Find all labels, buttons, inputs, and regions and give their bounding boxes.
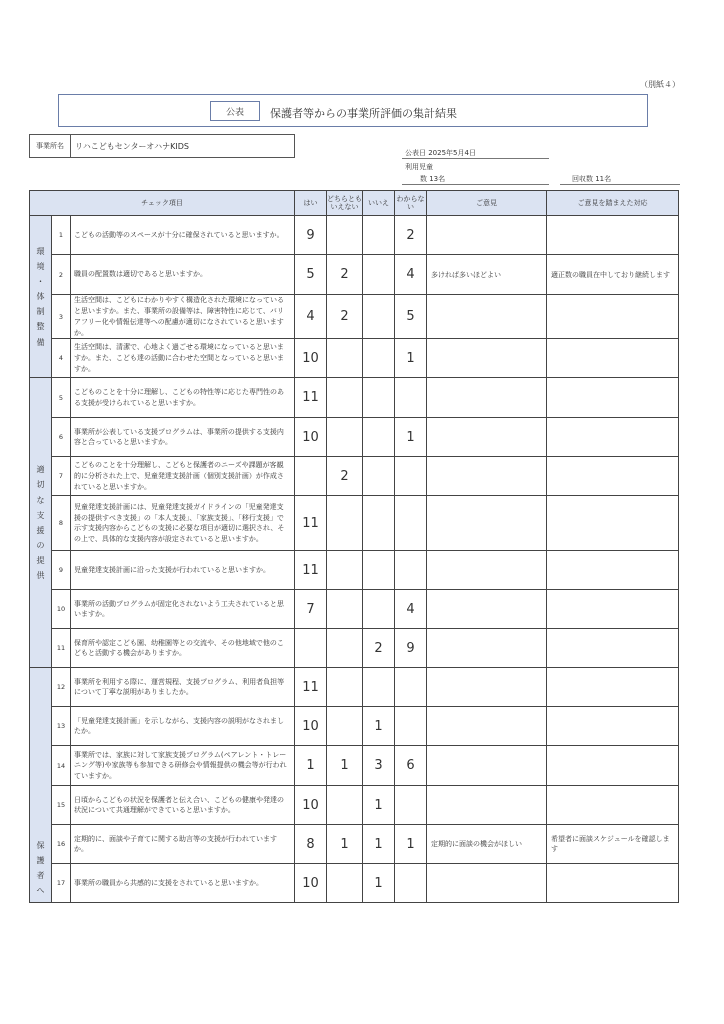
count-unknown [395,496,427,551]
count-no: 1 [363,864,395,903]
question-text: 保育所や認定こども園、幼稚園等との交流や、その他地域で他のこどもと活動する機会がありますか。 [71,629,295,668]
opinion-text: 多ければ多いほどよい [427,255,547,295]
count-neither: 1 [327,746,363,786]
header-row [30,191,679,216]
question-text: 事業所が公表している支援プログラムは、事業所の提供する支援内容と合っていると思いますか。 [71,418,295,457]
count-no: 1 [363,786,395,825]
count-yes: 10 [295,864,327,903]
count-unknown: 4 [395,255,427,295]
count-neither [327,378,363,418]
count-yes: 10 [295,339,327,378]
opinion-text [427,590,547,629]
question-text: 職員の配置数は適切であると思いますか。 [71,255,295,295]
count-yes: 10 [295,786,327,825]
count-unknown [395,668,427,707]
header-opinion: ご意見 [427,191,547,216]
question-number: 13 [52,707,71,746]
count-no [363,551,395,590]
opinion-text [427,629,547,668]
question-text: こどものことを十分理解し、こどもと保護者のニーズや課題が客観的に分析された上で、児童発達支援計画（個別支援計画）が作成されていると思いますか。 [71,457,295,496]
count-unknown [395,457,427,496]
count-no [363,255,395,295]
count-unknown: 1 [395,825,427,864]
count-no: 1 [363,707,395,746]
opinion-text [427,418,547,457]
opinion-text [427,746,547,786]
category-support: 適 切 な 支 援 の 提 供 [30,378,52,668]
table-row [30,825,679,864]
table-row [30,295,679,339]
count-yes: 11 [295,378,327,418]
opinion-text: 定期的に面談の機会がほしい [427,825,547,864]
count-no: 1 [363,825,395,864]
count-neither [327,864,363,903]
count-no [363,457,395,496]
opinion-text [427,457,547,496]
page-title: 保護者等からの事業所評価の集計結果 [270,107,457,120]
count-yes: 8 [295,825,327,864]
question-number: 15 [52,786,71,825]
question-text: こどもの活動等のスペースが十分に確保されていると思いますか。 [71,216,295,255]
question-number: 6 [52,418,71,457]
count-yes: 9 [295,216,327,255]
question-text: 生活空間は、こどもにわかりやすく構造化された環境になっていると思いますか。また、事業所の設備等は、障害特性に応じて、バリアフリー化や情報伝達等への配慮が適切になされていると思いますか。 [71,295,295,339]
table-row [30,629,679,668]
response-text [547,216,679,255]
table-row [30,551,679,590]
question-number: 3 [52,295,71,339]
question-number: 1 [52,216,71,255]
table-row [30,496,679,551]
response-text [547,339,679,378]
response-text [547,707,679,746]
opinion-text [427,378,547,418]
question-number: 16 [52,825,71,864]
divider [402,184,549,185]
table-row [30,457,679,496]
divider [560,184,680,185]
opinion-text [427,707,547,746]
category-guardian: 保 護 者 へ [30,668,52,903]
table-row [30,707,679,746]
table-row [30,590,679,629]
count-unknown [395,551,427,590]
table-row [30,864,679,903]
count-yes: 1 [295,746,327,786]
opinion-text [427,668,547,707]
count-neither: 2 [327,457,363,496]
count-yes: 11 [295,496,327,551]
response-text [547,629,679,668]
response-text [547,786,679,825]
question-text: 児童発達支援計画に沿った支援が行われていると思いますか。 [71,551,295,590]
count-neither: 2 [327,255,363,295]
count-neither [327,629,363,668]
question-text: 「児童発達支援計画」を示しながら、支援内容の説明がなされましたか。 [71,707,295,746]
count-yes: 7 [295,590,327,629]
opinion-text [427,295,547,339]
table-row [30,418,679,457]
response-text [547,295,679,339]
collected-count: 回収数 11名 [572,175,612,183]
count-yes: 10 [295,418,327,457]
users-count: 数 13名 [420,175,446,183]
count-unknown [395,864,427,903]
question-number: 17 [52,864,71,903]
table-row [30,378,679,418]
title-tag: 公表 [210,101,260,121]
question-text: こどものことを十分に理解し、こどもの特性等に応じた専門性のある支援が受けられていると思いますか。 [71,378,295,418]
question-number: 12 [52,668,71,707]
count-no: 2 [363,629,395,668]
question-number: 2 [52,255,71,295]
count-neither: 2 [327,295,363,339]
count-neither: 1 [327,825,363,864]
count-neither [327,786,363,825]
response-text [547,590,679,629]
count-no [363,295,395,339]
question-number: 10 [52,590,71,629]
question-text: 事業所を利用する際に、運営規程、支援プログラム、利用者負担等について丁寧な説明がありましたか。 [71,668,295,707]
question-number: 11 [52,629,71,668]
question-text: 事業所の職員から共感的に支援をされていると思いますか。 [71,864,295,903]
opinion-text [427,216,547,255]
count-no [363,216,395,255]
count-yes [295,629,327,668]
question-number: 9 [52,551,71,590]
response-text [547,378,679,418]
table-row [30,339,679,378]
office-label: 事業所名 [29,134,71,158]
count-neither [327,216,363,255]
response-text [547,496,679,551]
count-neither [327,339,363,378]
count-neither [327,418,363,457]
count-neither [327,496,363,551]
header-neither: どちらとも いえない [327,191,363,216]
opinion-text [427,339,547,378]
count-neither [327,590,363,629]
count-unknown: 2 [395,216,427,255]
question-number: 4 [52,339,71,378]
count-neither [327,668,363,707]
response-text: 適正数の職員在中しており継続します [547,255,679,295]
survey-table [29,190,679,903]
question-text: 事業所の活動プログラムが固定化されないよう工夫されていると思いますか。 [71,590,295,629]
count-no [363,378,395,418]
count-neither [327,707,363,746]
table-row [30,786,679,825]
count-yes: 5 [295,255,327,295]
annex-label: （別紙４） [640,80,680,89]
header-check-item: チェック項目 [30,191,295,216]
opinion-text [427,786,547,825]
count-unknown: 1 [395,418,427,457]
response-text [547,746,679,786]
count-yes: 4 [295,295,327,339]
divider [402,158,549,159]
table-row [30,216,679,255]
count-no: 3 [363,746,395,786]
response-text [547,457,679,496]
count-unknown [395,378,427,418]
response-text [547,418,679,457]
question-text: 定期的に、面談や子育てに関する助言等の支援が行われていますか。 [71,825,295,864]
question-text: 児童発達支援計画には、児童発達支援ガイドラインの「児童発達支援の提供すべき支援」の「本人支援」、「家族支援」、「移行支援」で示す支援内容からこどもの支援に必要な項目が適切に選択され、その上で、具体的な支援内容が設定されていると思いますか。 [71,496,295,551]
table-row [30,255,679,295]
count-unknown: 4 [395,590,427,629]
count-unknown: 5 [395,295,427,339]
table-row [30,668,679,707]
opinion-text [427,551,547,590]
count-yes: 11 [295,551,327,590]
count-yes [295,457,327,496]
header-no: いいえ [363,191,395,216]
office-name: リハこどもセンターオハナKIDS [71,134,295,158]
count-unknown [395,786,427,825]
count-yes: 11 [295,668,327,707]
question-number: 7 [52,457,71,496]
users-label: 利用児童 [405,163,433,171]
count-no [363,668,395,707]
publication-date: 公表日 2025年5月4日 [405,149,476,157]
question-text: 事業所では、家族に対して家族支援プログラム(ペアレント・トレーニング等)や家族等も参加できる研修会や情報提供の機会等が行われていますか。 [71,746,295,786]
header-response: ご意見を踏まえた対応 [547,191,679,216]
question-number: 5 [52,378,71,418]
opinion-text [427,496,547,551]
table-row [30,746,679,786]
count-unknown: 1 [395,339,427,378]
response-text [547,864,679,903]
response-text: 希望者に面談スケジュールを確認します [547,825,679,864]
question-text: 日頃からこどもの状況を保護者と伝え合い、こどもの健康や発達の状況について共通理解ができていると思いますか。 [71,786,295,825]
response-text [547,551,679,590]
count-yes: 10 [295,707,327,746]
header-unknown: わからな い [395,191,427,216]
question-number: 14 [52,746,71,786]
count-unknown: 6 [395,746,427,786]
count-no [363,418,395,457]
opinion-text [427,864,547,903]
count-no [363,496,395,551]
question-number: 8 [52,496,71,551]
count-neither [327,551,363,590]
category-environment: 環 境 ・ 体 制 整 備 [30,216,52,378]
question-text: 生活空間は、清潔で、心地よく過ごせる環境になっていると思いますか。また、こども達の活動に合わせた空間となっていると思いますか。 [71,339,295,378]
response-text [547,668,679,707]
count-unknown: 9 [395,629,427,668]
count-unknown [395,707,427,746]
count-no [363,339,395,378]
header-yes: はい [295,191,327,216]
count-no [363,590,395,629]
